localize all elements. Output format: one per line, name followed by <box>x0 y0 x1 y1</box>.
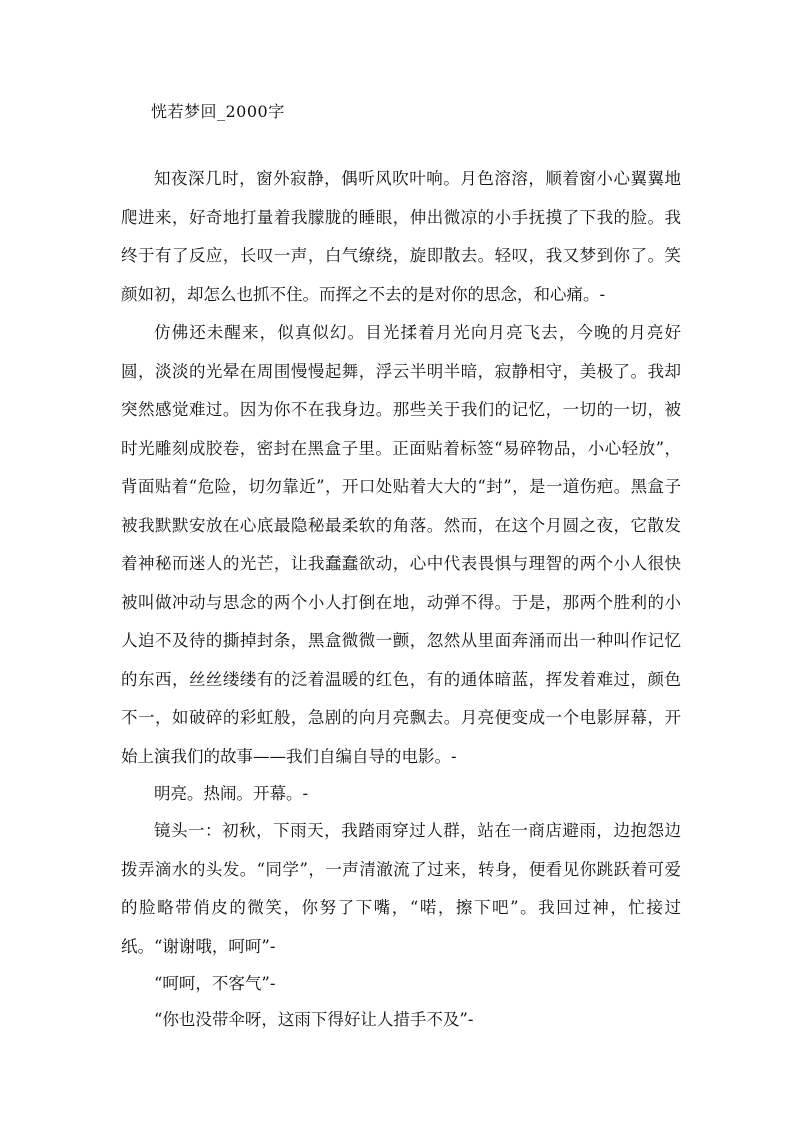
document-title: 恍若梦回_2000字 <box>151 102 285 121</box>
paragraph-2: 仿佛还未醒来，似真似幻。目光揉着月光向月亮飞去，今晚的月亮好圆，淡淡的光晕在周围慢慢起舞，浮云半明半暗，寂静相守，美极了。我却突然感觉难过。因为你不在我身边。那些关于我们的记忆，一切的一切，被时光雕刻成胶卷，密封在黑盒子里。正面贴着标签“易碎物品，小心轻放”，背面贴着“危险，切勿靠近”，开口处贴着大大的“封”，是一道伤疤。黑盒子被我默默安放在心底最隐秘最柔软的角落。然而，在这个月圆之夜，它散发着神秘而迷人的光芒，让我蠢蠢欲动，心中代表畏惧与理智的两个小人很快被叫做冲动与思念的两个小人打倒在地，动弹不得。于是，那两个胜利的小人迫不及待的撕掉封条，黑盒微微一颤，忽然从里面奔涌而出一种叫作记忆的东西，丝丝缕缕有的泛着温暖的红色，有的通体暗蓝，挥发着难过，颜色不一，如破碎的彩虹般，急剧的向月亮飘去。月亮便变成一个电影屏幕，开始上演我们的故事——我们自编自导的电影。- <box>121 323 681 766</box>
paragraph-3: 明亮。热闹。开幕。- <box>154 784 309 803</box>
paragraph-4: 镜头一：初秋，下雨天，我踏雨穿过人群，站在一商店避雨，边抱怨边拨弄滴水的头发。“同学”，一声清澈流了过来，转身，便看见你跳跃着可爱的脸略带俏皮的微笑，你努了下嘴，“喏，擦下吧”。我回过神，忙接过纸。“谢谢哦，呵呵”- <box>121 821 681 956</box>
paragraph-1: 知夜深几时，窗外寂静，偶听风吹叶响。月色溶溶，顺着窗小心翼翼地爬进来，好奇地打量着我朦胧的睡眼，伸出微凉的小手抚摸了下我的脸。我终于有了反应，长叹一声，白气缭绕，旋即散去。轻叹，我又梦到你了。笑颜如初，却怎么也抓不住。而挥之不去的是对你的思念，和心痛。- <box>121 169 681 304</box>
paragraph-5: “呵呵，不客气”- <box>154 974 276 993</box>
document-body <box>121 160 681 1038</box>
paragraph-6: “你也没带伞呀，这雨下得好让人措手不及”- <box>154 1010 474 1029</box>
